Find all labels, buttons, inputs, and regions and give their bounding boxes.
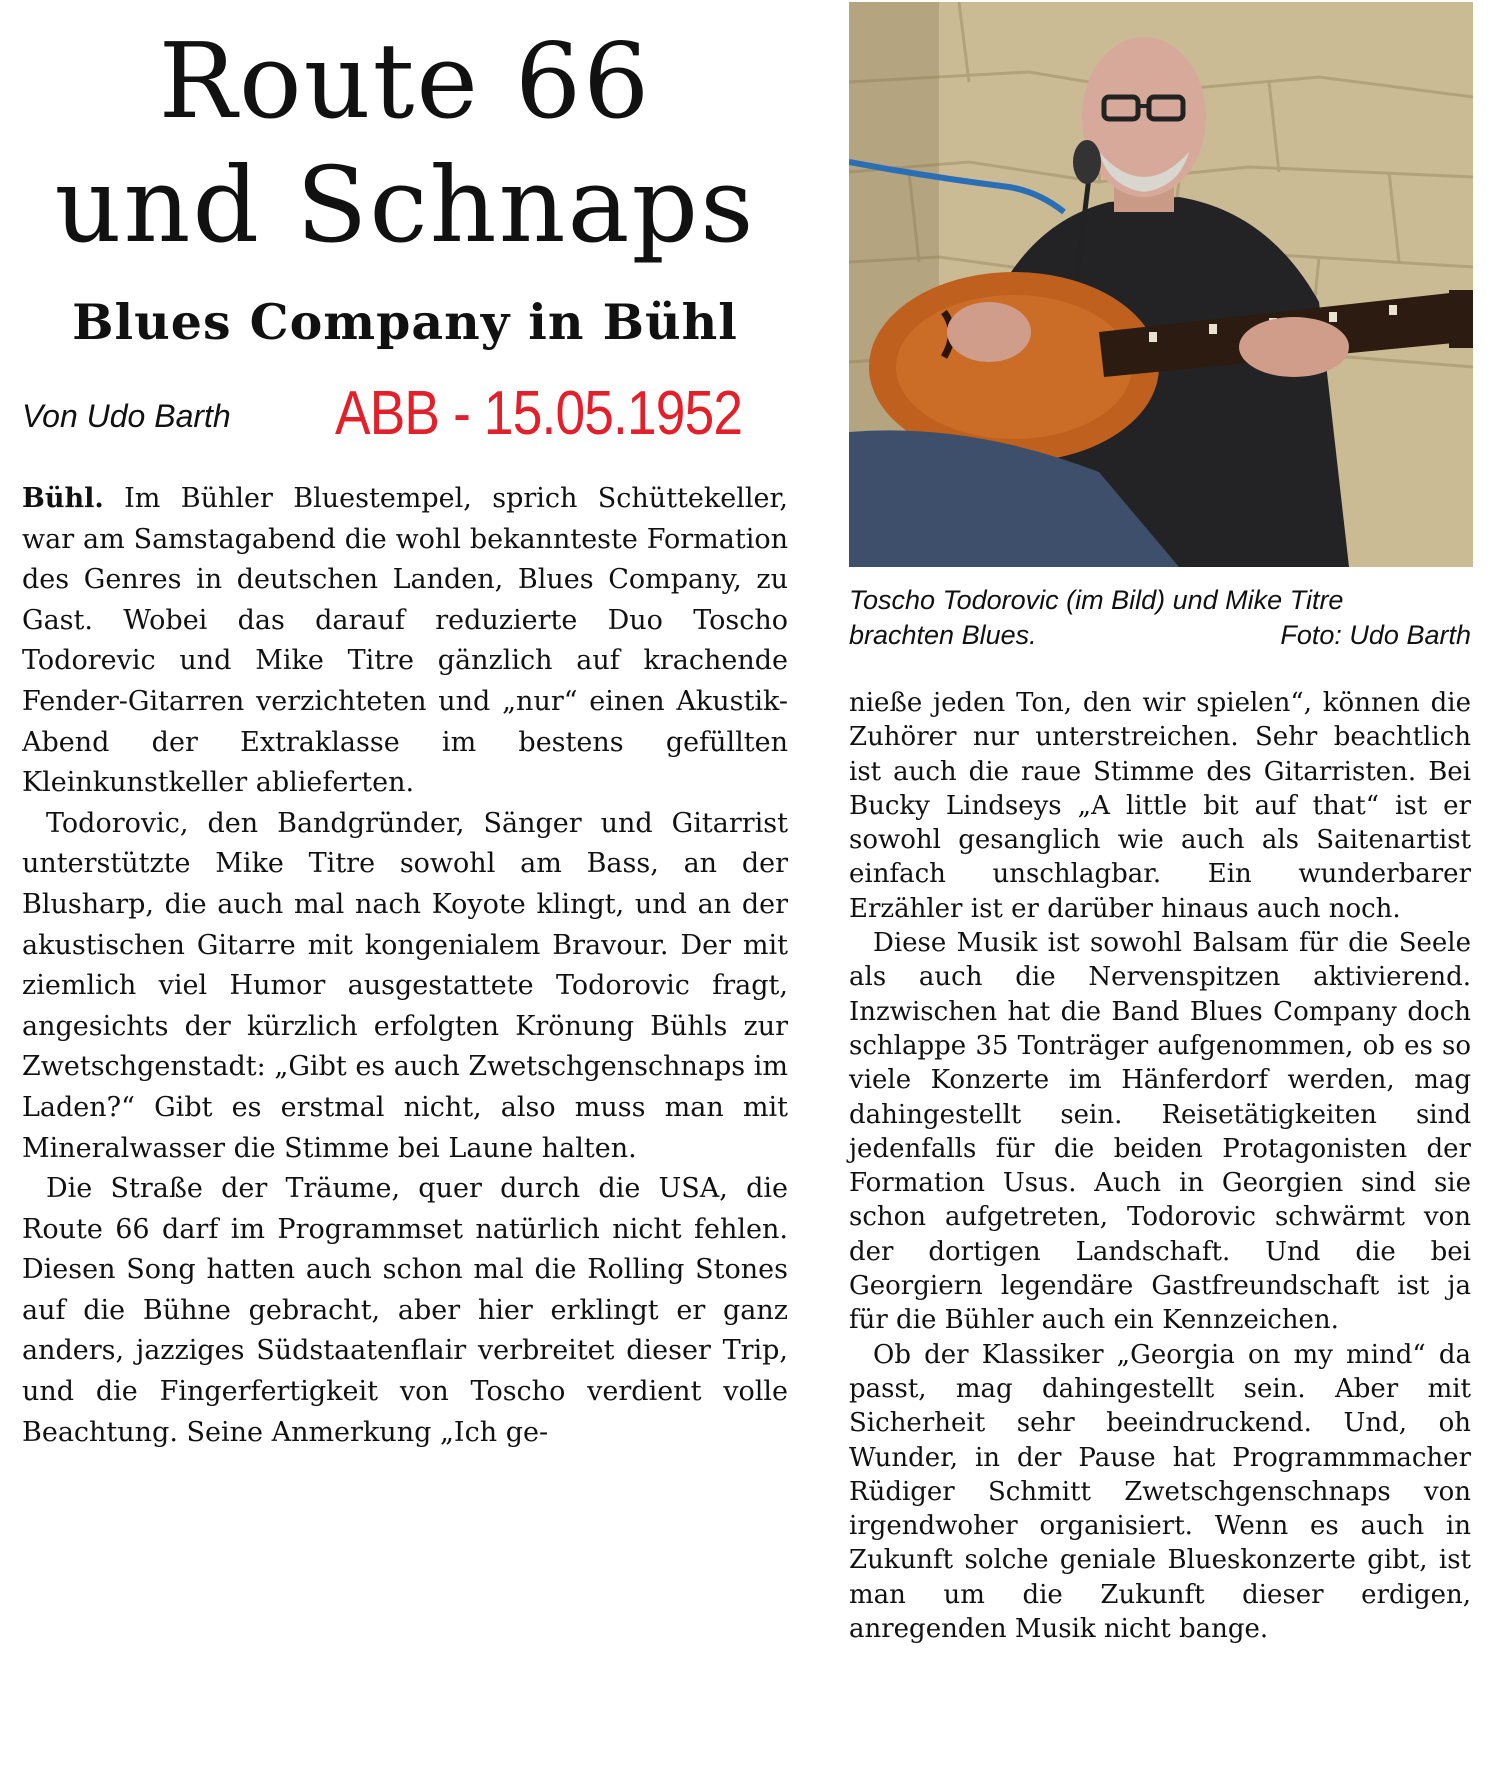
subheadline: Blues Company in Bühl [72,293,738,351]
guitarist-photo-illustration [849,2,1473,567]
dateline: Bühl. [22,483,104,514]
caption-line: Toscho Todorovic (im Bild) und Mike Titre [849,585,1344,615]
headline-line-2: und Schnaps [54,144,756,266]
headline-line-1: Route 66 [158,20,652,142]
article-paragraph: Todorovic, den Bandgründer, Sänger und Gitarrist unterstützte Mike Titre sowohl am Bass, an der Blusharp, die auch mal nach Koyote klingt, und an der akustischen Gitarre mit kongenialem Bravour. Der mit ziemlich viel Humor ausgestattete Todorovic fragt, angesichts der kürzlich erfolgten Krönung Bühls zur Zwetschgenstadt: „Gibt es auch Zwetschgenschnaps im Laden?“ Gibt es erstmal nicht, also muss man mit Mineralwasser die Stimme bei Laune halten. [22,807,788,1164]
article-paragraph: Diese Musik ist sowohl Balsam für die Seele als auch die Nervenspitzen aktivierend. Inzwischen hat die Band Blues Company doch schlappe 35 Tonträger aufgenommen, ob es so viele Konzerte im Hänferdorf werden, mag dahingestellt sein. Reisetätigkeiten sind jedenfalls für die beiden Protagonisten der Formation Usus. Auch in Georgien sind sie schon aufgetreten, Todorovic schwärmt von der dortigen Landschaft. Und die bei Georgiern legendäre Gastfreundschaft ist ja für die Bühler auch ein Kennzeichen. [849,928,1471,1336]
photo-caption [849,583,1471,653]
article-column-left [22,479,788,1453]
article-paragraph: Ob der Klassiker „Georgia on my mind“ da passt, mag dahingestellt sein. Aber mit Sicherheit sehr beeindruckend. Und, oh Wunder, in der Pause hat Programmmacher Rüdiger Schmitt Zwetschgenschnaps von irgendwoher organisiert. Wenn es auch in Zukunft solche geniale Blueskonzerte gibt, ist man um die Zukunft dieser erdigen, anregenden Musik nicht bange. [849,1339,1471,1645]
caption-line: brachten Blues. [849,620,1037,650]
byline: Von Udo Barth [22,398,231,434]
paragraph-text: Im Bühler Bluestempel, sprich Schüttekeller, war am Samstagabend die wohl bekannteste Formation des Genres in deutschen Landen, Blues Company, zu Gast. Wobei das darauf reduzierte Duo Toscho Todorevic und Mike Titre gänzlich auf krachende Fender-Gitarren verzichteten und „nur“ einen Akustik-Abend der Extraklasse im bestens gefüllten Kleinkunstkeller ablieferten. [22,483,788,799]
photo-credit: Foto: Udo Barth [1280,620,1471,650]
article-paragraph: nieße jeden Ton, den wir spielen“, können die Zuhörer nur unterstreichen. Sehr beachtlich ist auch die raue Stimme des Gitarristen. Bei Bucky Lindseys „A little bit auf that“ ist er sowohl gesanglich wie auch als Saitenartist einfach unschlagbar. Ein wunderbarer Erzähler ist er darüber hinaus auch noch. [849,688,1471,924]
article-column-right [849,686,1471,1646]
article-paragraph: Die Straße der Träume, quer durch die USA, die Route 66 darf im Programmset natürlich nicht fehlen. Diesen Song hatten auch schon mal die Rolling Stones auf die Bühne gebracht, aber hier erklingt er ganz anders, jazziges Südstaatenflair verbreitet dieser Trip, und die Fingerfertigkeit von Toscho verdient volle Beachtung. Seine Anmerkung „Ich ge- [22,1173,788,1448]
article-paragraph [22,479,788,804]
article-photo [849,2,1473,567]
archive-stamp: ABB - 15.05.1952 [335,379,743,448]
